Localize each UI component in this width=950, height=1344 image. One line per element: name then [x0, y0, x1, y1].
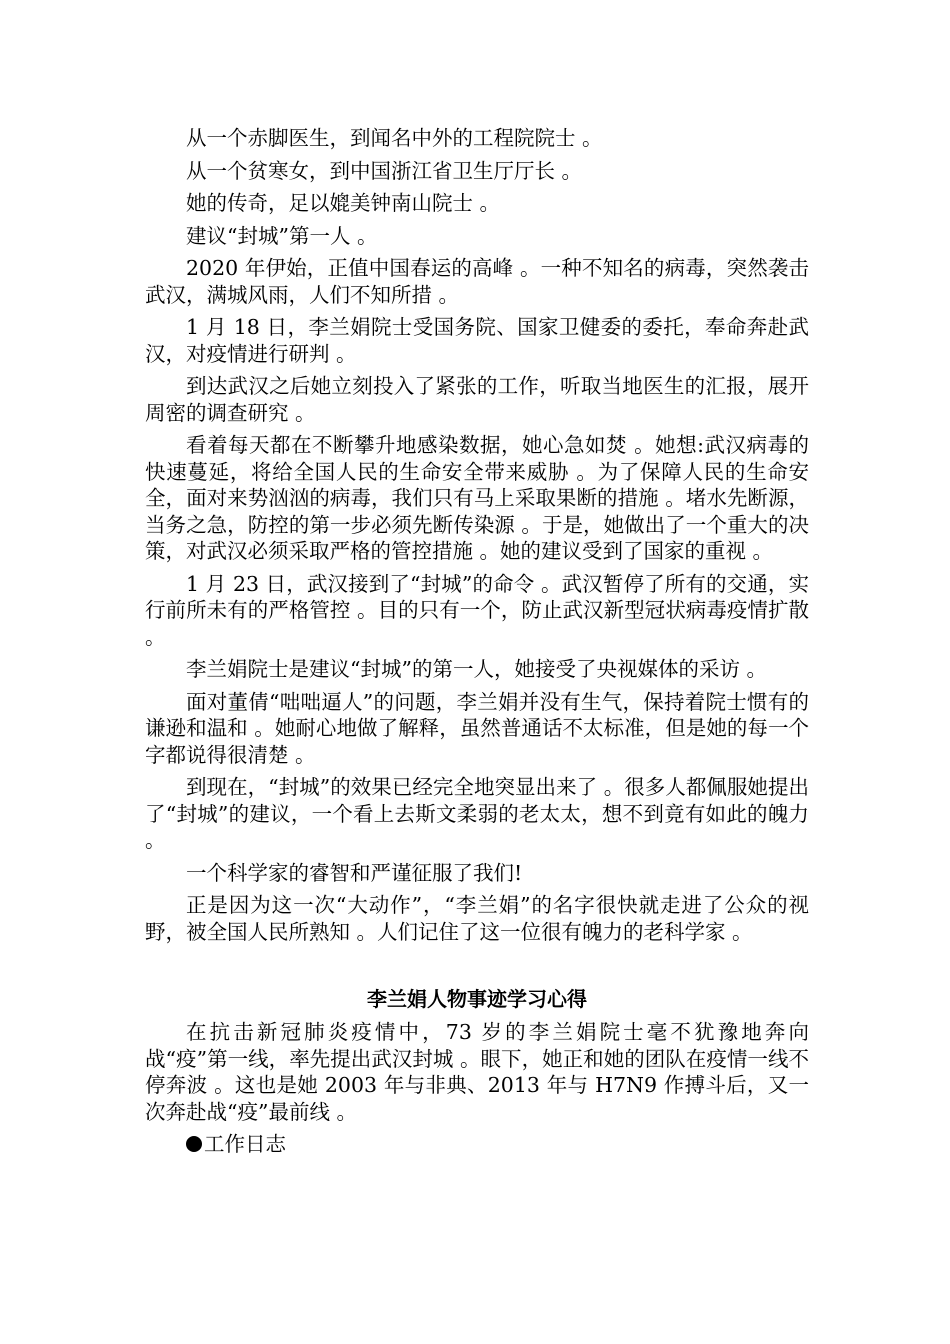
- paragraph: 到达武汉之后她立刻投入了紧张的工作，听取当地医生的汇报，展开周密的调查研究 。: [145, 374, 809, 425]
- study-notes-section: [145, 985, 809, 1158]
- bullet-item: [145, 1131, 809, 1158]
- paragraph: 面对董倩“咄咄逼人”的问题，李兰娟并没有生气，保持着院士惯有的谦逊和温和 。她耐心地做了解释，虽然普通话不太标准，但是她的每一个字都说得很清楚 。: [145, 689, 809, 767]
- document-page: [145, 125, 809, 1158]
- paragraph: 正是因为这一次“大动作”，“李兰娟”的名字很快就走进了公众的视野，被全国人民所熟知 。人们记住了这一位很有魄力的老科学家 。: [145, 893, 809, 944]
- paragraph: 看着每天都在不断攀升地感染数据，她心急如焚 。她想:武汉病毒的快速蔓延，将给全国人民的生命安全带来威胁 。为了保障人民的生命安全，面对来势汹汹的病毒，我们只有马上采取果断的措施 。堵水先断源，当务之急，防控的第一步必须先断传染源 。于是，她做出了一个重大的决策，对武汉必须采取严格的管控措施 。她的建议受到了国家的重视 。: [145, 433, 809, 563]
- paragraph: 从一个贫寒女，到中国浙江省卫生厅厅长 。: [186, 158, 583, 183]
- filled-circle-bullet-icon: [186, 1136, 202, 1152]
- paragraph: 李兰娟院士是建议“封城”的第一人，她接受了央视媒体的采访 。: [186, 657, 767, 681]
- paragraph: 1 月 18 日，李兰娟院士受国务院、国家卫健委的委托，奉命奔赴武汉，对疫情进行研判 。: [145, 315, 809, 366]
- paragraph: 2020 年伊始，正值中国春运的高峰 。一种不知名的病毒，突然袭击武汉，满城风雨，人们不知所措 。: [145, 256, 809, 307]
- paragraph: 1 月 23 日，武汉接到了“封城”的命令 。武汉暂停了所有的交通，实行前所未有的严格管控 。目的只有一个，防止武汉新型冠状病毒疫情扩散 。: [145, 571, 809, 649]
- section-title: 李兰娟人物事迹学习心得: [367, 987, 587, 1011]
- paragraph: 在抗击新冠肺炎疫情中，73 岁的李兰娟院士毫不犹豫地奔向战“疫”第一线，率先提出武汉封城 。眼下，她正和她的团队在疫情一线不停奔波 。这也是她 2003 年与非典、2013 年与 H7N9 作搏斗后，又一次奔赴战“疫”最前线 。: [145, 1020, 809, 1124]
- paragraph: 建议“封城”第一人 。: [186, 223, 378, 248]
- paragraph: 她的传奇，足以媲美钟南山院士 。: [186, 191, 501, 215]
- paragraph: 从一个赤脚医生，到闻名中外的工程院院士 。: [186, 126, 603, 150]
- paragraph: 到现在，“封城”的效果已经完全地突显出来了 。很多人都佩服她提出了“封城”的建议，一个看上去斯文柔弱的老太太，想不到竟有如此的魄力 。: [145, 775, 809, 852]
- paragraph: 一个科学家的睿智和严谨征服了我们!: [186, 860, 523, 885]
- article-body: [145, 125, 809, 945]
- bullet-label: 工作日志: [204, 1132, 286, 1156]
